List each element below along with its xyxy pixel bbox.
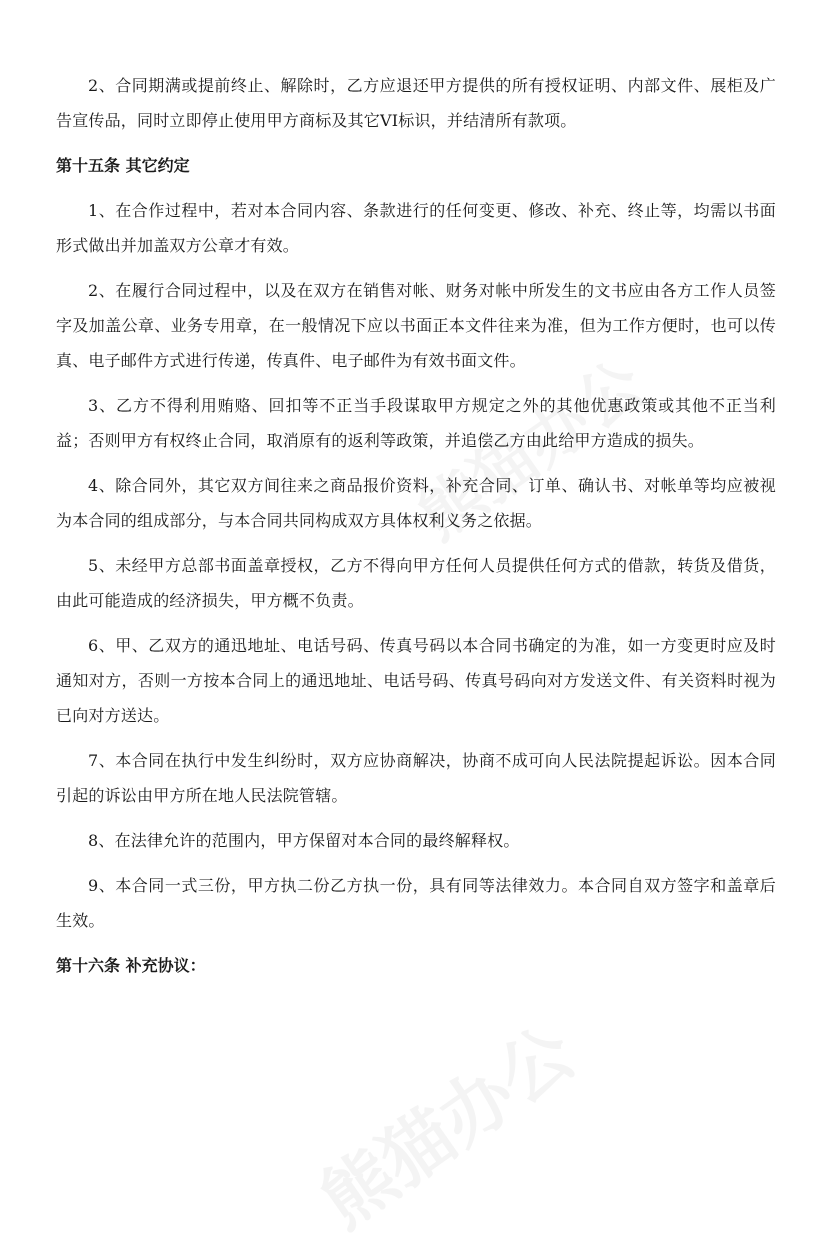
paragraph-15-6: 6、甲、乙双方的通迅地址、电话号码、传真号码以本合同书确定的为准，如一方变更时应及时通知对方，否则一方按本合同上的通迅地址、电话号码、传真号码向对方发送文件、有关资料时视为已向对方送达。 bbox=[56, 636, 776, 725]
paragraph-15-1: 1、在合作过程中，若对本合同内容、条款进行的任何变更、修改、补充、终止等，均需以书面形式做出并加盖双方公章才有效。 bbox=[56, 201, 776, 255]
paragraph-15-8: 8、在法律允许的范围内，甲方保留对本合同的最终解释权。 bbox=[88, 831, 520, 850]
paragraph-15-7: 7、本合同在执行中发生纠纷时，双方应协商解决，协商不成可向人民法院提起诉讼。因本合同引起的诉讼由甲方所在地人民法院管辖。 bbox=[56, 751, 776, 805]
article-15-heading: 第十五条 其它约定 bbox=[56, 156, 190, 175]
paragraph-14-2: 2、合同期满或提前终止、解除时，乙方应退还甲方提供的所有授权证明、内部文件、展柜及广告宣传品，同时立即停止使用甲方商标及其它VI标识，并结清所有款项。 bbox=[56, 76, 776, 130]
paragraph-15-2: 2、在履行合同过程中，以及在双方在销售对帐、财务对帐中所发生的文书应由各方工作人员签字及加盖公章、业务专用章，在一般情况下应以书面正本文件往来为准，但为工作方便时，也可以传真、电子邮件方式进行传递，传真件、电子邮件为有效书面文件。 bbox=[56, 281, 776, 370]
paragraph-15-3: 3、乙方不得利用贿赂、回扣等不正当手段谋取甲方规定之外的其他优惠政策或其他不正当利益；否则甲方有权终止合同，取消原有的返利等政策，并追偿乙方由此给甲方造成的损失。 bbox=[56, 396, 776, 450]
article-16-heading: 第十六条 补充协议： bbox=[56, 956, 206, 975]
paragraph-15-5: 5、未经甲方总部书面盖章授权，乙方不得向甲方任何人员提供任何方式的借款，转货及借货，由此可能造成的经济损失，甲方概不负责。 bbox=[56, 556, 776, 610]
paragraph-15-4: 4、除合同外，其它双方间往来之商品报价资料，补充合同、订单、确认书、对帐单等均应被视为本合同的组成部分，与本合同共同构成双方具体权利义务之依据。 bbox=[56, 476, 776, 530]
paragraph-15-9: 9、本合同一式三份，甲方执二份乙方执一份，具有同等法律效力。本合同自双方签字和盖章后生效。 bbox=[56, 876, 776, 930]
